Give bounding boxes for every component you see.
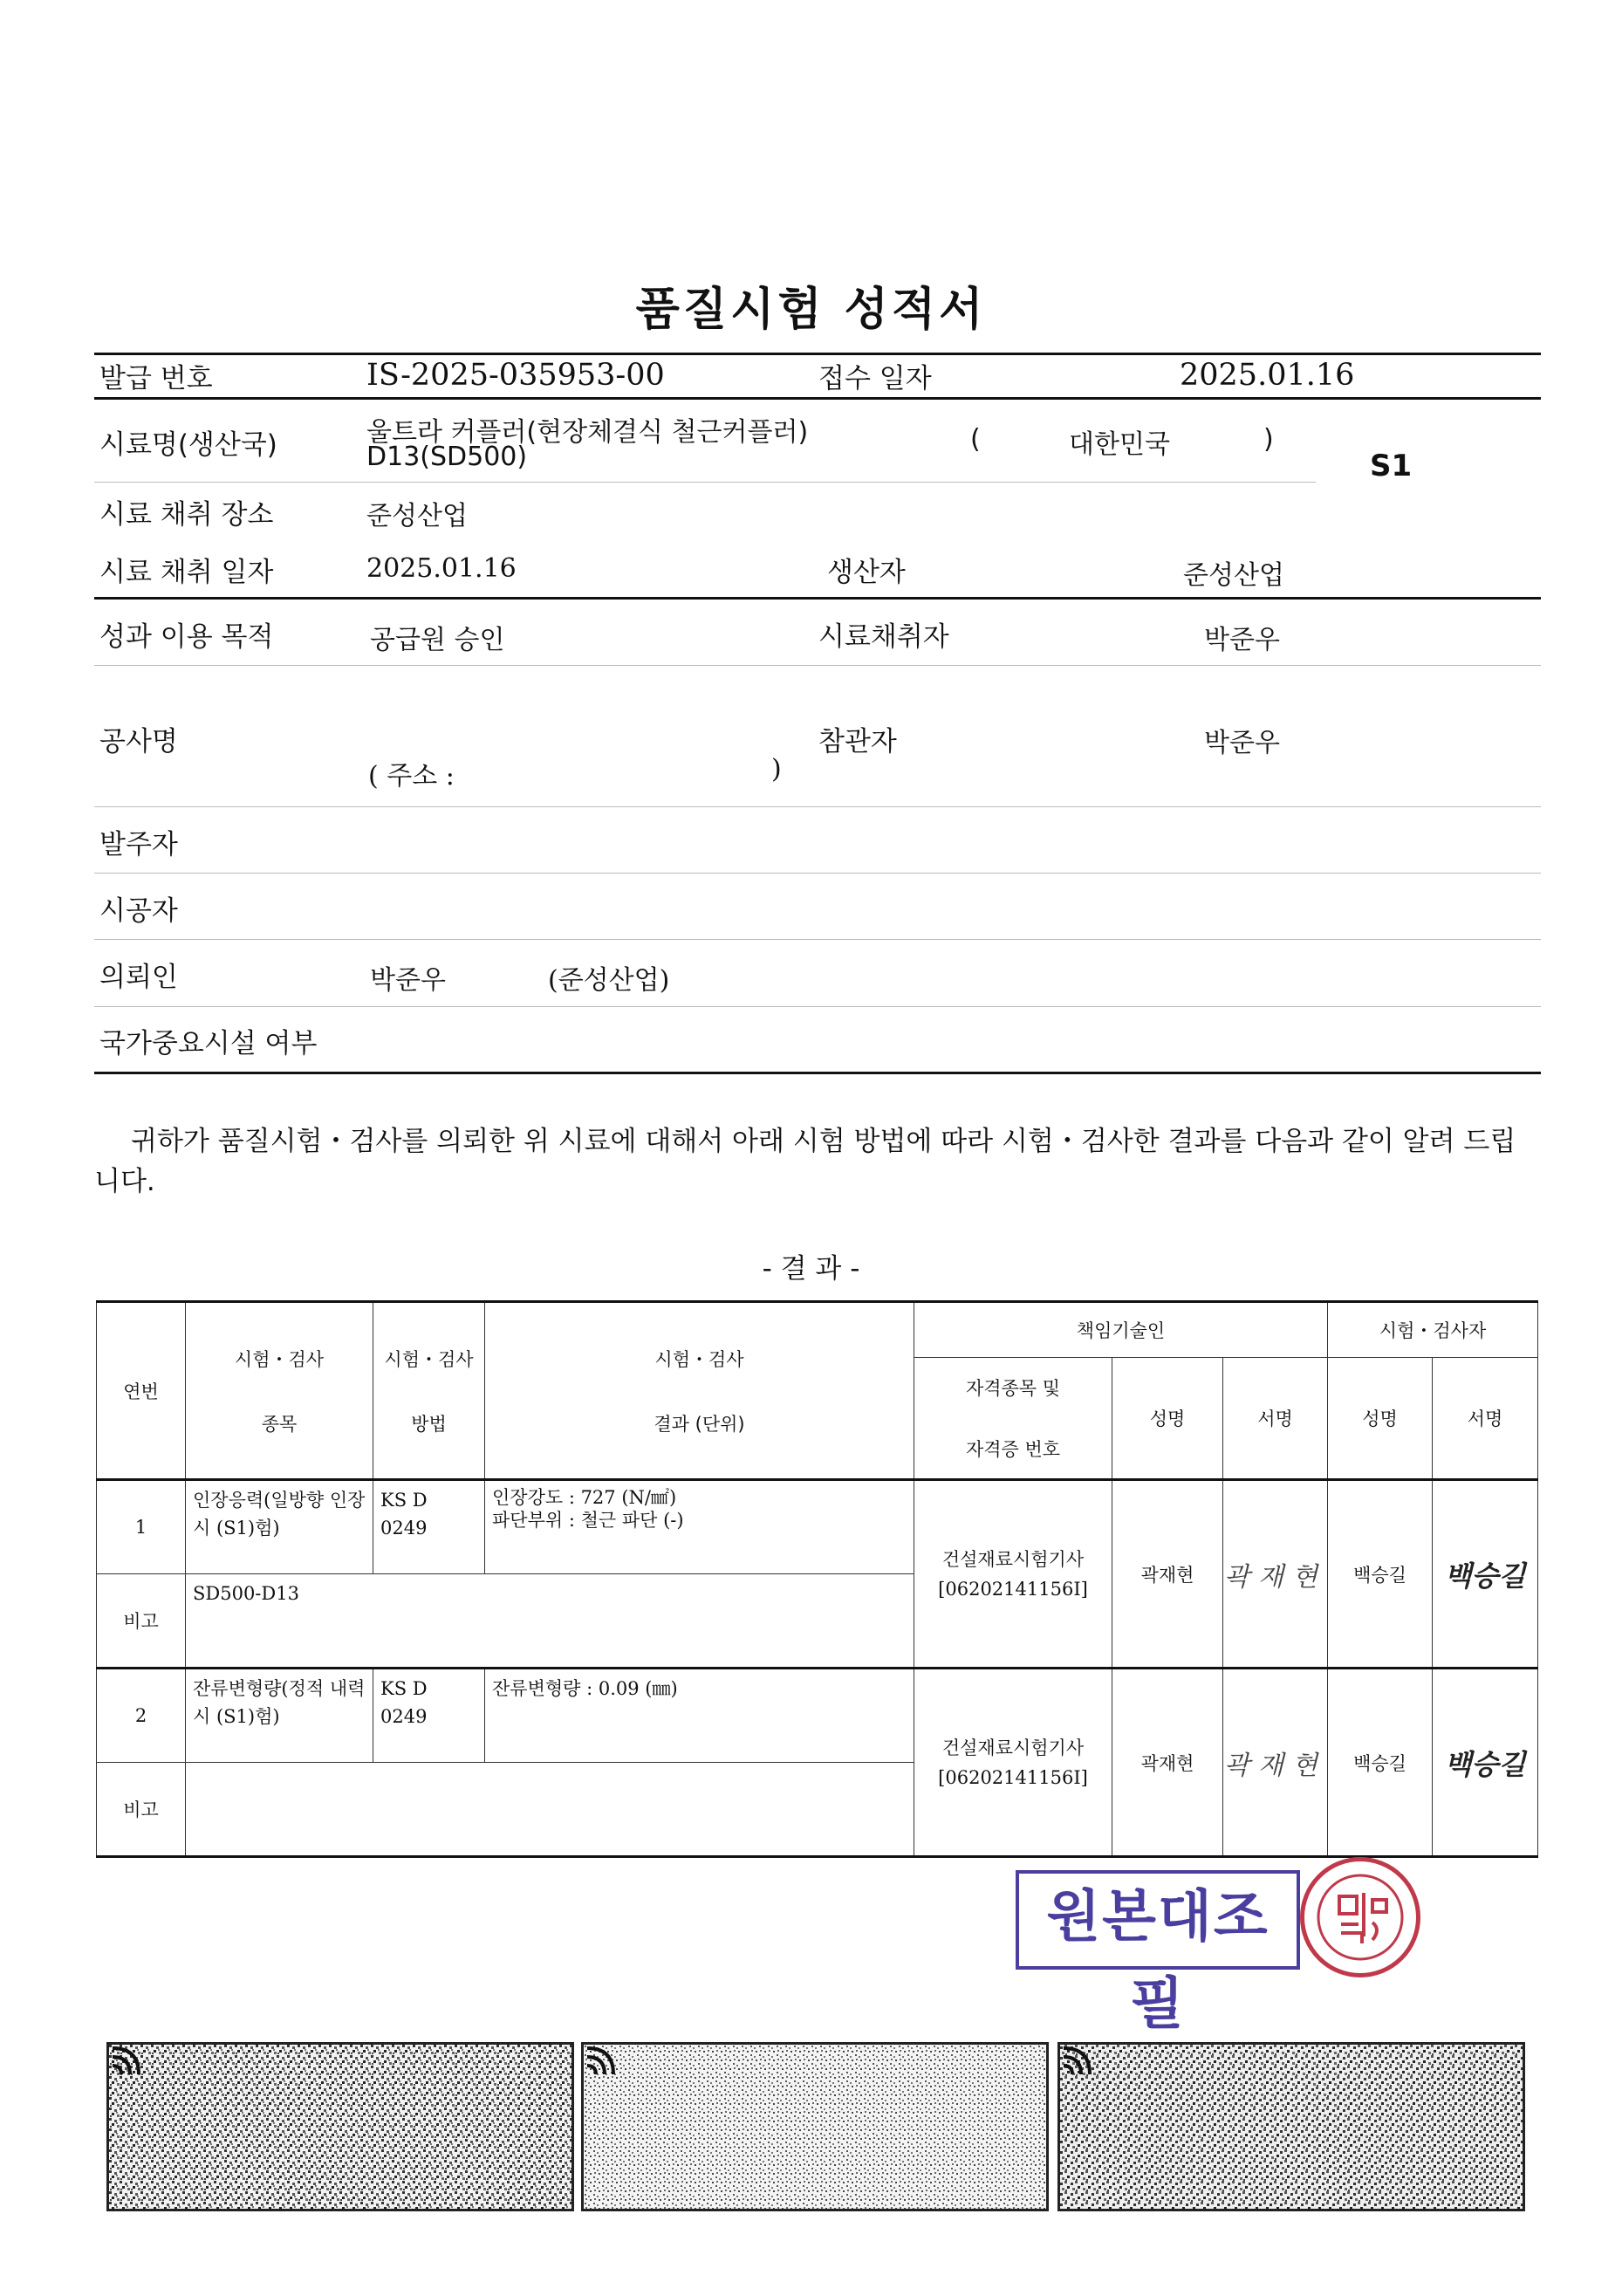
purpose-label: 성과 이용 목적 <box>99 621 274 653</box>
table-row <box>97 1669 1538 1763</box>
receipt-date-label: 접수 일자 <box>818 363 932 394</box>
requester-label: 의뢰인 <box>99 962 178 993</box>
sample-name-line2: D13(SD500) <box>366 442 528 472</box>
row2-qualification-line2: [06202141156I] <box>938 1766 1088 1788</box>
project-address: ( 주소 : <box>368 761 455 792</box>
col-engineer-signature: 서명 <box>1223 1358 1328 1480</box>
row2-engineer-signature-text: 곽재현 <box>1224 1750 1326 1781</box>
receipt-date-value: 2025.01.16 <box>1180 358 1355 393</box>
row2-qualification-line1: 건설재료시험기사 <box>941 1737 1085 1758</box>
header-rule-8 <box>94 939 1541 940</box>
table-row <box>97 1480 1538 1574</box>
verification-code-1 <box>106 2042 574 2211</box>
project-address-close: ) <box>771 754 782 785</box>
sample-name-label: 시료명(생산국) <box>99 429 277 461</box>
origin-open-paren: ( <box>970 424 981 455</box>
row1-method: KS D 0249 <box>373 1480 485 1574</box>
row1-remark: SD500-D13 <box>186 1574 914 1669</box>
row1-engineer-name: 곽재현 <box>1112 1480 1223 1669</box>
document-title: 품질시험 성적서 <box>635 284 987 336</box>
sampler-value: 박준우 <box>1204 625 1280 655</box>
row1-no: 1 <box>97 1480 186 1574</box>
header-top-rule <box>94 353 1541 355</box>
col-item-bottom: 종목 <box>261 1413 298 1435</box>
row1-inspector-signature-text: 백승길 <box>1444 1559 1526 1593</box>
intro-paragraph: 귀하가 품질시험・검사를 의뢰한 위 시료에 대해서 아래 시험 방법에 따라 시험・검사한 결과를 다음과 같이 알려 드립니다. <box>94 1126 1516 1197</box>
header-rule-6 <box>94 806 1541 807</box>
sampling-date-value: 2025.01.16 <box>366 553 517 584</box>
col-qualification-top: 자격종목 및 <box>965 1378 1061 1399</box>
header-rule-5 <box>94 665 1541 666</box>
row2-inspector-signature <box>1433 1669 1538 1857</box>
col-engineer-group: 책임기술인 <box>914 1302 1328 1358</box>
national-facility-label: 국가중요시설 여부 <box>99 1028 318 1059</box>
header-rule-2 <box>94 397 1541 400</box>
results-section-title: - 결 과 - <box>762 1253 860 1285</box>
row2-remark <box>186 1763 914 1857</box>
row2-no: 2 <box>97 1669 186 1763</box>
header-bottom-rule <box>94 1072 1541 1074</box>
header-rule-4 <box>94 597 1541 600</box>
row1-inspector-name: 백승길 <box>1328 1480 1433 1669</box>
row2-remark-label: 비고 <box>97 1763 186 1857</box>
col-engineer-name: 성명 <box>1112 1358 1223 1480</box>
row2-result <box>485 1669 914 1763</box>
col-inspector-name: 성명 <box>1328 1358 1433 1480</box>
row2-engineer-name: 곽재현 <box>1112 1669 1223 1857</box>
contractor-label: 시공자 <box>99 895 178 927</box>
col-result-top: 시험・검사 <box>654 1348 744 1370</box>
header-rule-9 <box>94 1006 1541 1007</box>
col-item <box>186 1302 373 1480</box>
code-pattern-icon <box>1060 2045 1523 2209</box>
verification-code-3 <box>1057 2042 1525 2211</box>
row2-engineer-signature <box>1223 1669 1328 1857</box>
row1-result-line2: 파단부위 : 철근 파단 (-) <box>492 1510 684 1531</box>
sampling-date-label: 시료 채취 일자 <box>99 557 274 588</box>
origin-close-paren: ) <box>1263 424 1274 455</box>
col-qualification-bottom: 자격증 번호 <box>965 1439 1061 1460</box>
row1-result <box>485 1480 914 1574</box>
sampling-place-label: 시료 채취 장소 <box>99 499 274 531</box>
row2-item: 잔류변형량(정적 내력시 (S1)험) <box>186 1669 373 1763</box>
row1-qualification-line2: [06202141156I] <box>938 1578 1088 1600</box>
witness-label: 참관자 <box>818 726 897 757</box>
row1-result-line1: 인장강도 : 727 (N/㎟) <box>492 1487 677 1508</box>
col-inspector-group: 시험・검사자 <box>1328 1302 1538 1358</box>
row2-inspector-name: 백승길 <box>1328 1669 1433 1857</box>
project-label: 공사명 <box>99 726 178 757</box>
row1-item: 인장응력(일방향 인장 시 (S1)험) <box>186 1480 373 1574</box>
client-owner-label: 발주자 <box>99 829 178 860</box>
code-pattern-icon <box>584 2045 1046 2209</box>
row1-engineer-signature <box>1223 1480 1328 1669</box>
row2-result-line1: 잔류변형량 : 0.09 (㎜) <box>492 1678 678 1699</box>
seal-icon <box>1300 1857 1420 1977</box>
row2-inspector-signature-text: 백승길 <box>1444 1747 1526 1781</box>
producer-label: 생산자 <box>827 557 906 588</box>
row1-remark-label: 비고 <box>97 1574 186 1669</box>
row2-qualification <box>914 1669 1112 1857</box>
producer-value: 준성산업 <box>1183 560 1284 591</box>
col-method <box>373 1302 485 1480</box>
col-item-top: 시험・검사 <box>234 1348 325 1370</box>
sample-name-line1: 울트라 커플러(현장체결식 철근커플러) <box>366 417 809 448</box>
col-qualification <box>914 1358 1112 1480</box>
col-method-bottom: 방법 <box>411 1413 447 1435</box>
header-rule-3 <box>94 482 1316 483</box>
row1-qualification <box>914 1480 1112 1669</box>
col-no: 연번 <box>97 1302 186 1480</box>
col-result <box>485 1302 914 1480</box>
sampler-label: 시료채취자 <box>818 621 949 653</box>
origin-country: 대한민국 <box>1069 429 1170 460</box>
code-pattern-icon <box>109 2045 571 2209</box>
requester-company: (준성산업) <box>548 965 670 996</box>
col-inspector-signature: 서명 <box>1433 1358 1538 1480</box>
issue-no-value: IS-2025-035953-00 <box>366 358 665 393</box>
verification-code-2 <box>581 2042 1049 2211</box>
row1-qualification-line1: 건설재료시험기사 <box>941 1548 1085 1570</box>
seal-icon-graphic <box>1304 1861 1416 1973</box>
results-table <box>96 1300 1538 1858</box>
row1-inspector-signature <box>1433 1480 1538 1669</box>
sample-mark: S1 <box>1370 449 1413 483</box>
col-result-bottom: 결과 (단위) <box>654 1413 745 1435</box>
row2-method: KS D 0249 <box>373 1669 485 1763</box>
certified-copy-stamp: 원본대조필 <box>1016 1870 1300 1970</box>
purpose-value: 공급원 승인 <box>370 625 505 655</box>
issue-no-label: 발급 번호 <box>99 363 213 394</box>
header-rule-7 <box>94 873 1541 874</box>
col-method-top: 시험・검사 <box>384 1348 474 1370</box>
requester-value: 박준우 <box>370 965 446 996</box>
sampling-place-value: 준성산업 <box>366 501 468 531</box>
witness-value: 박준우 <box>1204 728 1280 758</box>
row1-engineer-signature-text: 곽재현 <box>1224 1561 1326 1593</box>
